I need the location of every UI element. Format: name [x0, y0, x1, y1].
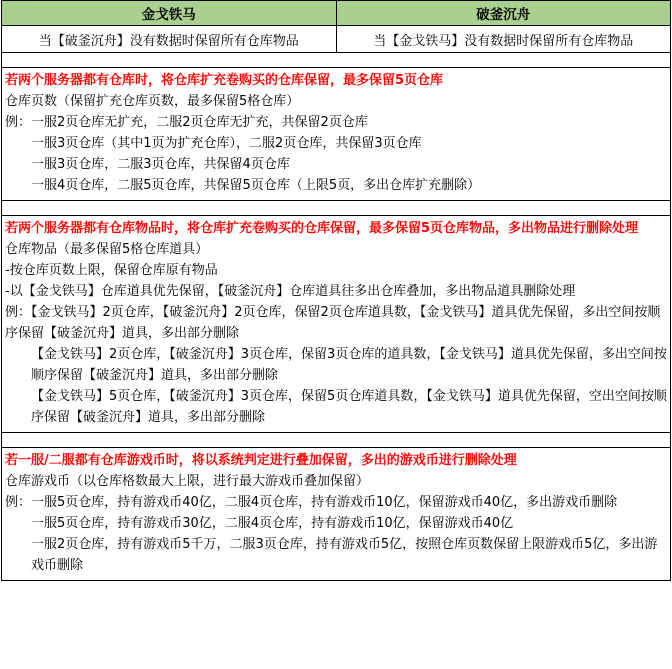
warehouse-coins-title: 若一服/二服都有仓库游戏币时，将以系统判定进行叠加保留，多出的游戏币进行删除处理: [5, 453, 517, 468]
warehouse-pages-example-1: 例：一服2页仓库无扩充，二服2页仓库无扩充，共保留2页仓库: [5, 115, 368, 130]
warehouse-coins-subtitle: 仓库游戏币（以仓库格数最大上限，进行最大游戏币叠加保留）: [5, 474, 370, 489]
warehouse-items-example-1: 例：【金戈铁马】2页仓库，【破釜沉舟】2页仓库，保留2页仓库道具数，【金戈铁马】道具优先保留，多出空间按顺序保留【破釜沉舟】道具，多出部分删除: [5, 305, 661, 341]
warehouse-pages-example-2: 一服3页仓库（其中1页为扩充仓库），二服2页仓库，共保留3页仓库: [31, 136, 422, 151]
warehouse-coins-section: [2, 447, 670, 580]
warehouse-items-rule-2: -以【金戈铁马】仓库道具优先保留，【破釜沉舟】仓库道具往多出仓库叠加，多出物品道具删除处理: [5, 284, 576, 299]
warehouse-items-example-2: 【金戈铁马】2页仓库，【破釜沉舟】3页仓库，保留3页仓库的道具数，【金戈铁马】道具优先保留，多出空间按顺序保留【破釜沉舟】道具，多出部分删除: [31, 347, 667, 383]
warehouse-pages-subtitle: 仓库页数（保留扩充仓库页数，最多保留5格仓库）: [5, 94, 300, 109]
warehouse-pages-example-4: 一服4页仓库，二服5页仓库，共保留5页仓库（上限5页，多出仓库扩充删除）: [31, 178, 481, 193]
warehouse-coins-example-3: 一服2页仓库，持有游戏币5千万，二服3页仓库，持有游戏币5亿，按照仓库页数保留上限游戏币5亿，多出游戏币删除: [31, 537, 658, 573]
warehouse-pages-section: [2, 67, 670, 200]
spacer-row: [2, 432, 670, 447]
spacer-row: [2, 200, 670, 215]
warehouse-pages-example-3: 一服3页仓库，二服3页仓库，共保留4页仓库: [31, 157, 290, 172]
header-row: [2, 1, 670, 26]
no-data-rule-row: [2, 26, 670, 53]
warehouse-items-section: [2, 215, 670, 432]
header-server-2: 破釜沉舟: [476, 7, 531, 23]
header-server-1: 金戈铁马: [2, 1, 337, 25]
warehouse-coins-example-1: 例：一服5页仓库，持有游戏币40亿，二服4页仓库，持有游戏币10亿，保留游戏币40亿，多出游戏币删除: [5, 495, 618, 510]
rules-table: [1, 0, 671, 581]
warehouse-pages-title: 若两个服务器都有仓库时，将仓库扩充卷购买的仓库保留，最多保留5页仓库: [5, 73, 444, 88]
warehouse-items-example-3: 【金戈铁马】5页仓库，【破釜沉舟】3页仓库，保留5页仓库道具数，【金戈铁马】道具优先保留，空出空间按顺序保留【破釜沉舟】道具，多出部分删除: [31, 389, 667, 425]
no-data-rule-server-1: 当【破釜沉舟】没有数据时保留所有仓库物品: [2, 26, 337, 52]
warehouse-items-title: 若两个服务器都有仓库物品时，将仓库扩充卷购买的仓库保留，最多保留5页仓库物品，多出物品进行删除处理: [5, 221, 639, 236]
spacer-row: [2, 53, 670, 67]
warehouse-coins-example-2: 一服5页仓库，持有游戏币30亿，二服4页仓库，持有游戏币10亿，保留游戏币40亿: [31, 516, 514, 531]
no-data-rule-server-2: 当【金戈铁马】没有数据时保留所有仓库物品: [373, 33, 634, 49]
warehouse-items-rule-1: -按仓库页数上限，保留仓库原有物品: [5, 263, 218, 278]
warehouse-items-subtitle: 仓库物品（最多保留5格仓库道具）: [5, 242, 209, 257]
